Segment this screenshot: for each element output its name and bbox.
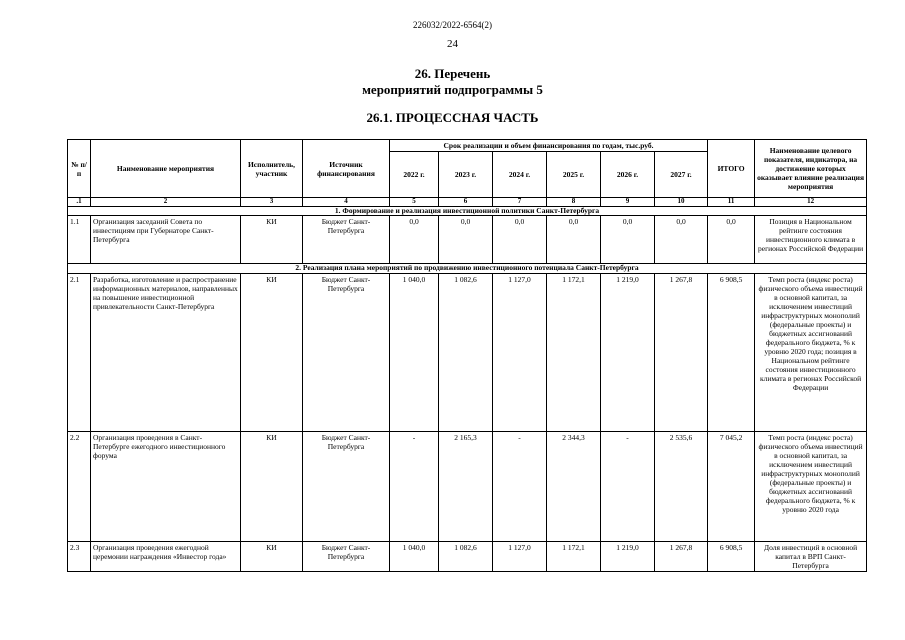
row-num: 1.1	[68, 216, 91, 264]
section-heading: 2. Реализация плана мероприятий по продвижению инвестиционного потенциала Санкт-Петербурга	[68, 264, 867, 273]
row-source: Бюджет Санкт-Петербурга	[303, 273, 390, 431]
header-year: 2022 г.	[390, 152, 439, 198]
header-executor: Исполнитель, участник	[241, 140, 303, 198]
page-number: 24	[447, 38, 458, 50]
column-number: 11	[708, 198, 755, 207]
row-value: 1 040,0	[390, 273, 439, 431]
row-executor: КИ	[241, 431, 303, 541]
row-value: 2 344,3	[547, 431, 601, 541]
table-row	[68, 431, 867, 541]
section-heading: 1. Формирование и реализация инвестиционной политики Санкт-Петербурга	[68, 207, 867, 216]
row-total: 7 045,2	[708, 431, 755, 541]
row-source: Бюджет Санкт-Петербурга	[303, 216, 390, 264]
header-indicator: Наименование целевого показателя, индикатора, на достижение которых оказывает влияние реализация мероприятия	[755, 140, 867, 198]
column-number: 3	[241, 198, 303, 207]
row-indicator: Доля инвестиций в основной капитал в ВРП Санкт-Петербурга	[755, 541, 867, 571]
section-title: 26.1. ПРОЦЕССНАЯ ЧАСТЬ	[366, 110, 539, 125]
row-name: Организация проведения ежегодной церемонии награждения «Инвестор года»	[91, 541, 241, 571]
row-source: Бюджет Санкт-Петербурга	[303, 541, 390, 571]
row-value: -	[493, 431, 547, 541]
row-executor: КИ	[241, 273, 303, 431]
row-value: 1 127,0	[493, 273, 547, 431]
table-row	[68, 541, 867, 571]
row-value: 2 535,6	[655, 431, 708, 541]
page-title: 26. Перечень	[414, 66, 491, 81]
row-value: -	[390, 431, 439, 541]
row-total: 6 908,5	[708, 273, 755, 431]
row-value: 1 219,0	[601, 541, 655, 571]
activities-table	[67, 139, 867, 572]
row-value: 1 267,8	[655, 273, 708, 431]
header-period: Срок реализации и объем финансирования по годам, тыс.руб.	[390, 140, 708, 152]
row-value: 1 219,0	[601, 273, 655, 431]
column-number: .1	[68, 198, 91, 207]
row-value: 1 082,6	[439, 273, 493, 431]
row-num: 2.1	[68, 273, 91, 431]
header-year: 2024 г.	[493, 152, 547, 198]
page-subtitle: мероприятий подпрограммы 5	[362, 82, 543, 97]
row-total: 6 908,5	[708, 541, 755, 571]
row-executor: КИ	[241, 541, 303, 571]
column-number: 8	[547, 198, 601, 207]
row-indicator: Позиция в Национальном рейтинге состояния инвестиционного климата в регионах Российской Федерации	[755, 216, 867, 264]
header-source: Источник финансирования	[303, 140, 390, 198]
column-number: 10	[655, 198, 708, 207]
row-source: Бюджет Санкт-Петербурга	[303, 431, 390, 541]
column-number: 6	[439, 198, 493, 207]
row-indicator: Темп роста (индекс роста) физического объема инвестиций в основной капитал, за исключением инвестиций инфраструктурных монополий (федеральные проекты) и бюджетных ассигнований федерального бюджета, % к уровню 2020 года; позиция в Национальном рейтинге состояния инвестиционного климата в регионах Российской Федерации	[755, 273, 867, 431]
header-num: № п/п	[68, 140, 91, 198]
row-indicator: Темп роста (индекс роста) физического объема инвестиций в основной капитал, за исключением инвестиций инфраструктурных монополий (федеральные проекты) и бюджетных ассигнований федерального бюджета, % к уровню 2020 года	[755, 431, 867, 541]
header-year: 2023 г.	[439, 152, 493, 198]
row-name: Разработка, изготовление и распространение информационных материалов, направленных на повышение инвестиционной привлекательности Санкт-Петербурга	[91, 273, 241, 431]
row-name: Организация проведения в Санкт-Петербурге ежегодного инвестиционного форума	[91, 431, 241, 541]
row-value: 0,0	[439, 216, 493, 264]
column-number: 12	[755, 198, 867, 207]
row-value: 1 082,6	[439, 541, 493, 571]
row-value: -	[601, 431, 655, 541]
document-number: 226032/2022-6564(2)	[413, 20, 492, 30]
header-name: Наименование мероприятия	[91, 140, 241, 198]
row-name: Организация заседаний Совета по инвестициям при Губернаторе Санкт-Петербурга	[91, 216, 241, 264]
column-number: 4	[303, 198, 390, 207]
header-year: 2027 г.	[655, 152, 708, 198]
row-value: 1 127,0	[493, 541, 547, 571]
row-value: 0,0	[390, 216, 439, 264]
row-value: 1 267,8	[655, 541, 708, 571]
row-value: 0,0	[655, 216, 708, 264]
header-year: 2025 г.	[547, 152, 601, 198]
row-total: 0,0	[708, 216, 755, 264]
column-number: 2	[91, 198, 241, 207]
row-value: 1 172,1	[547, 273, 601, 431]
row-value: 1 040,0	[390, 541, 439, 571]
row-value: 0,0	[547, 216, 601, 264]
table-row	[68, 216, 867, 264]
row-value: 0,0	[493, 216, 547, 264]
header-total: ИТОГО	[708, 140, 755, 198]
row-value: 0,0	[601, 216, 655, 264]
header-year: 2026 г.	[601, 152, 655, 198]
column-number: 9	[601, 198, 655, 207]
table-row	[68, 273, 867, 431]
row-num: 2.3	[68, 541, 91, 571]
row-value: 2 165,3	[439, 431, 493, 541]
column-number: 7	[493, 198, 547, 207]
row-value: 1 172,1	[547, 541, 601, 571]
row-executor: КИ	[241, 216, 303, 264]
row-num: 2.2	[68, 431, 91, 541]
column-number: 5	[390, 198, 439, 207]
